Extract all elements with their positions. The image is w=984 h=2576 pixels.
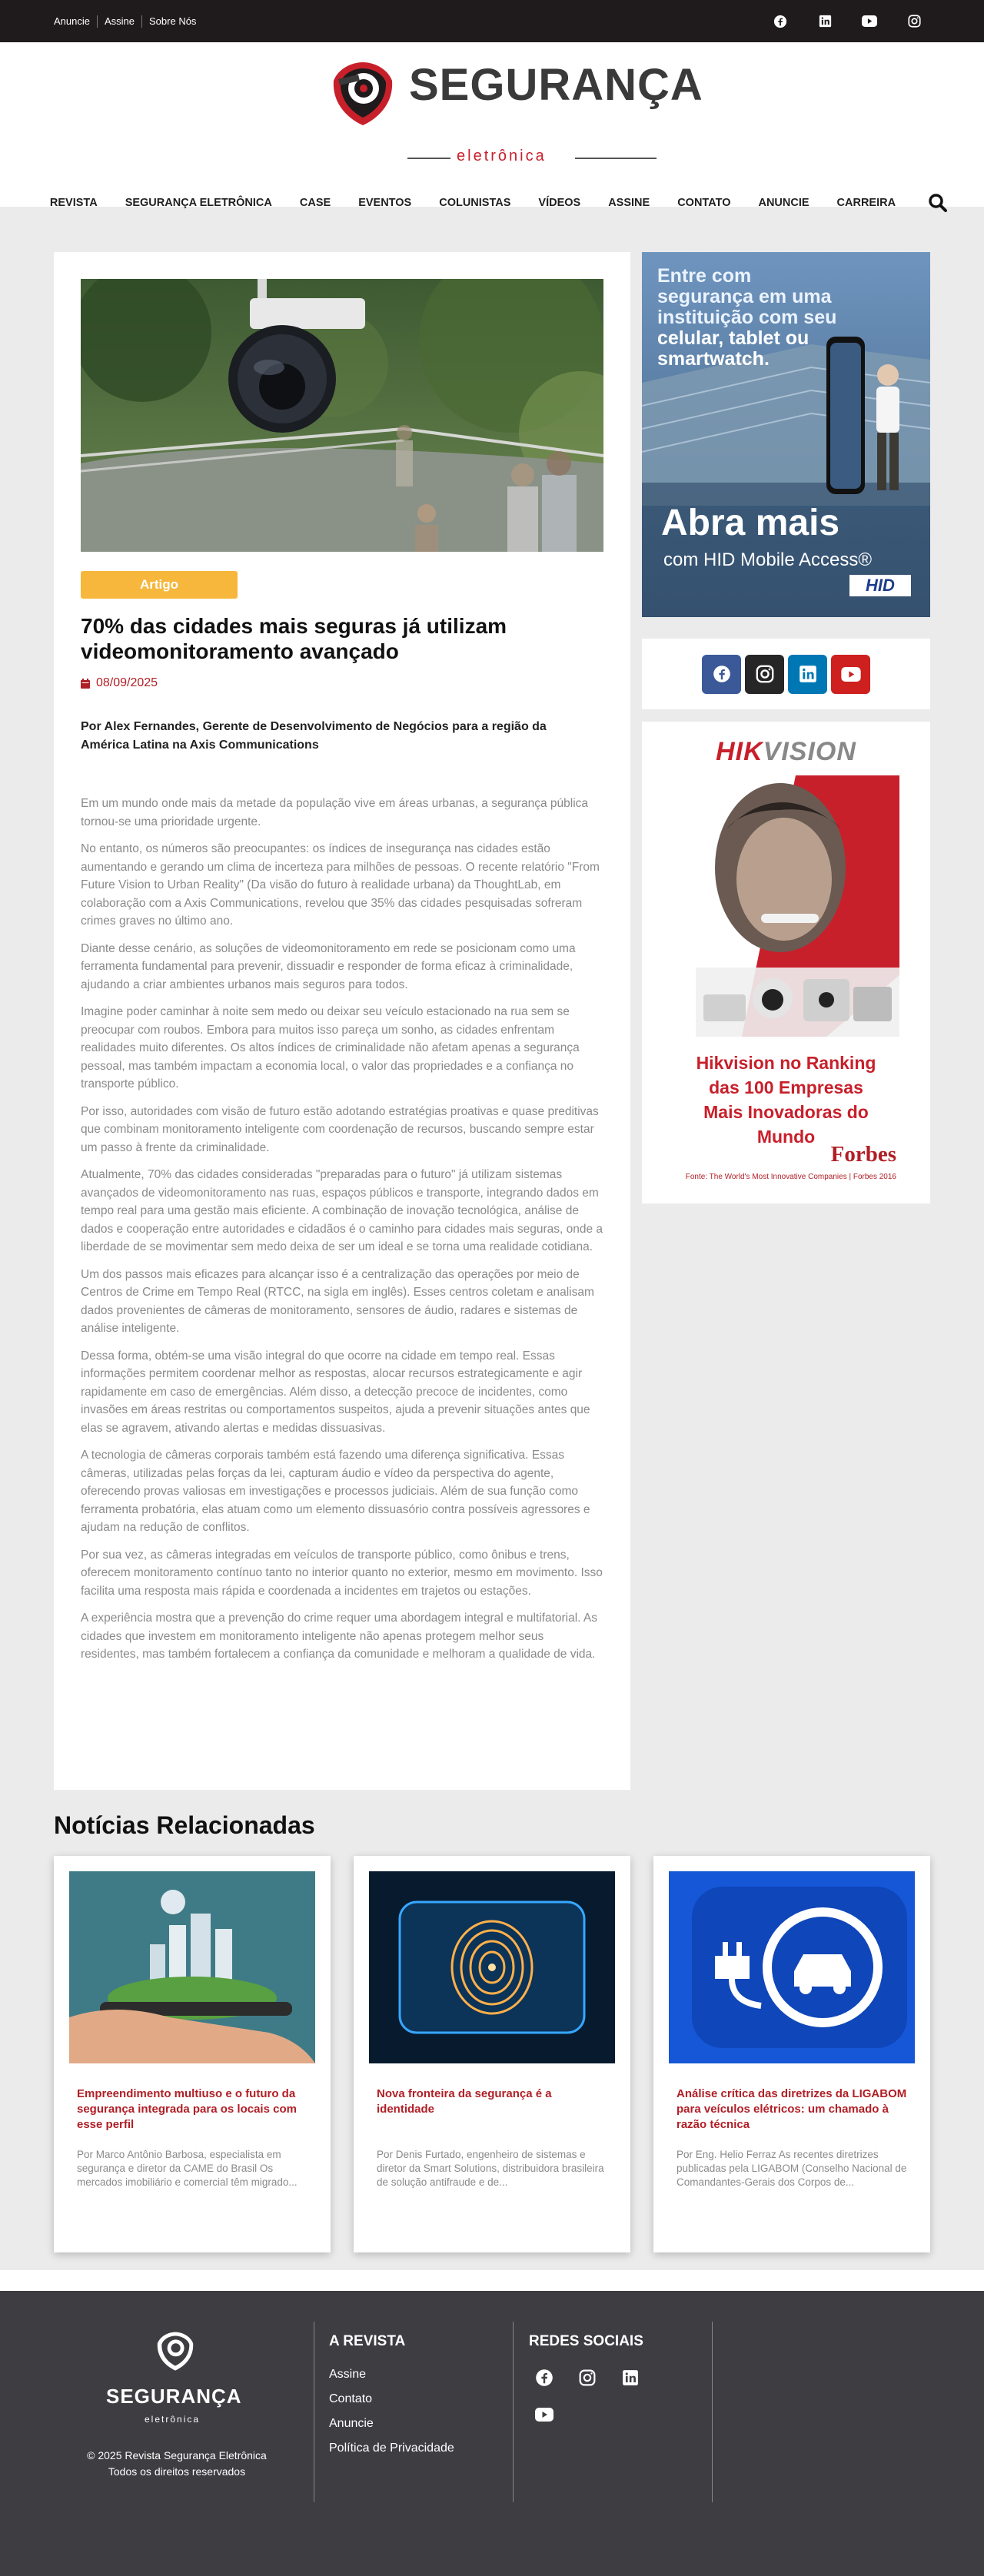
hikvision-ad-banner[interactable] — [642, 722, 930, 1203]
related-card-image — [669, 1871, 915, 2063]
brand-line-right — [575, 158, 657, 159]
nav-contato[interactable]: CONTATO — [677, 197, 731, 209]
hid-ad-headline — [657, 266, 842, 370]
related-card-title[interactable]: Análise crítica das diretrizes da LIGABOM para veículos elétricos: um chamado à razão técnica — [676, 2087, 907, 2131]
footer-logo-shield-icon — [154, 2329, 197, 2372]
nav-eventos[interactable]: EVENTOS — [358, 197, 412, 209]
nav-case[interactable]: CASE — [299, 197, 331, 209]
article-paragraph: Por sua vez, as câmeras integradas em veículos de transporte público, como ônibus e trens, oferecem monitoramento contínuo tanto no interior quanto no exterior, mesmo em movimento. Isso facilita uma resposta mais rápida e coordenada a incidentes em trajetos ou estações. — [81, 1548, 603, 1598]
footer-inner — [0, 2291, 984, 2576]
footer-divider — [513, 2322, 514, 2502]
header — [0, 42, 984, 207]
footer-link-anuncie[interactable]: Anuncie — [329, 2417, 374, 2430]
youtube-icon[interactable] — [534, 2405, 554, 2425]
hikvision-ad-source: Fonte: The World's Most Innovative Companies | Forbes 2016 — [685, 1173, 896, 1181]
hikvision-ad-headline: Hikvision no Ranking das 100 Empresas Mais Inovadoras do Mundo — [696, 1053, 876, 1147]
sidebar-social — [642, 639, 930, 709]
footer-link-privacidade[interactable]: Política de Privacidade — [329, 2442, 454, 2455]
article-hero-image — [81, 279, 603, 552]
hid-ad-big: Abra mais — [661, 503, 840, 543]
hid-ad-line2: celular, tablet ou smartwatch. — [657, 327, 809, 370]
linkedin-icon[interactable] — [816, 13, 833, 30]
footer-divider — [712, 2322, 713, 2502]
nav-colunistas[interactable]: COLUNISTAS — [439, 197, 511, 209]
footer-link-assine[interactable]: Assine — [329, 2368, 367, 2381]
linkedin-icon[interactable] — [620, 2368, 640, 2388]
footer-col1-title: A REVISTA — [329, 2333, 406, 2349]
article-byline: Por Alex Fernandes, Gerente de Desenvolvimento de Negócios para a região da América Latina na Axis Communications — [81, 720, 547, 752]
related-card[interactable] — [354, 1856, 630, 2252]
article-paragraph: Atualmente, 70% das cidades consideradas "preparadas para o futuro" já utilizam sistemas avançados de videomonitoramento nas ruas, espaços públicos e transporte, integrando dados em tempo real para uma gestão mais eficiente. A combinação de inovação tecnológica, análise de dados e cooperação entre autoridades e cidadãos é o caminho para cidades mais seguras, onde a liberdade de se movimentar sem medo deixa de ser um ideal e se torna uma realidade cotidiana. — [81, 1168, 603, 1253]
article-body — [81, 795, 603, 1673]
footer-copyright-line1: © 2025 Revista Segurança Eletrônica — [87, 2449, 267, 2461]
article-date — [81, 676, 158, 690]
nav-carreira[interactable]: CARREIRA — [836, 197, 896, 209]
hid-logo: HID — [849, 575, 911, 596]
related-card[interactable] — [653, 1856, 930, 2252]
article-paragraph: Dessa forma, obtém-se uma visão integral do que ocorre na cidade em tempo real. Essas informações permitem coordenar melhor as respostas, alocar recursos estrategicamente e agir rapidamente em caso de emergências. Além disso, a detecção precoce de incidentes, como invasões em áreas restritas ou comportamentos suspeitos, ajuda a prevenir situações antes que elas se agravem, ativando alertas e medidas dissuasivas. — [81, 1349, 590, 1435]
top-links — [54, 15, 203, 28]
related-card-title[interactable]: Nova fronteira da segurança é a identidade — [377, 2087, 552, 2116]
related-card-image — [369, 1871, 615, 2063]
top-link-sobre[interactable]: Sobre Nós — [141, 15, 203, 28]
brand-sub: eletrônica — [457, 148, 547, 164]
article-paragraph: No entanto, os números são preocupantes: os índices de insegurança nas cidades estão aumentando e gerando um clima de incerteza para milhões de pessoas. O recente relatório "From Future Vision to Urban Reality" (Da visão do futuro à realidade urbana) da ThoughtLab, em colaboração com a Axis Communications, revelou que 35% das cidades pesquisadas sofreram crimes graves no último ano. — [81, 842, 600, 928]
footer-link-contato[interactable]: Contato — [329, 2392, 373, 2405]
nav-revista[interactable]: REVISTA — [49, 197, 98, 209]
facebook-icon[interactable] — [772, 13, 789, 30]
article-paragraph: Em um mundo onde mais da metade da população vive em áreas urbanas, a segurança pública tornou-se uma prioridade urgente. — [81, 797, 589, 828]
hid-ad-line1: Entre com segurança em uma instituição com seu — [657, 265, 837, 328]
related-card-excerpt: Por Denis Furtado, engenheiro de sistemas e diretor da Smart Solutions, distribuidora brasileira de solução antifraude e de... — [377, 2149, 604, 2188]
related-card-image — [69, 1871, 315, 2063]
hid-ad-small: com HID Mobile Access® — [663, 549, 873, 570]
article-paragraph: Por isso, autoridades com visão de futuro estão adotando estratégias proativas e quase preditivas que combinam monitoramento inteligente com coordenação de recursos, buscando sempre estar um passo à frente da criminalidade. — [81, 1104, 599, 1154]
footer — [0, 2270, 984, 2576]
facebook-icon[interactable] — [702, 655, 741, 694]
footer-copyright — [73, 2448, 281, 2480]
article-title: 70% das cidades mais seguras já utilizam videomonitoramento avançado — [81, 614, 507, 663]
related-title: Notícias Relacionadas — [54, 1811, 315, 1839]
main-content — [0, 207, 984, 2270]
article-paragraph: Imagine poder caminhar à noite sem medo ou deixar seu veículo estacionado na rua sem se preocupar com roubos. Embora para muitos isso pareça um sonho, as cidades enfrentam realidades muito diferentes. Os altos índices de criminalidade não afetam apenas a segurança pessoal, mas também impactam a economia local, o valor das propriedades e a confiança no transporte público. — [81, 1005, 580, 1090]
forbes-logo: Forbes — [830, 1142, 896, 1167]
top-bar — [0, 0, 984, 42]
footer-links — [329, 2368, 454, 2466]
footer-brand-name: SEGURANÇA — [106, 2385, 242, 2408]
hikvision-logo — [642, 737, 930, 767]
instagram-icon[interactable] — [906, 13, 922, 30]
category-badge[interactable]: Artigo — [81, 571, 238, 599]
article-paragraph: Diante desse cenário, as soluções de videomonitoramento em rede se posicionam como uma ferramenta fundamental para prevenir, dissuadir e responder de forma eficaz à criminalidade, ajudando a criar ambientes urbanos mais seguros para todos. — [81, 941, 576, 991]
related-card-excerpt: Por Eng. Helio Ferraz As recentes diretrizes publicadas pela LIGABOM (Conselho Nacional de Comandantes-Gerais dos Corpos de... — [676, 2149, 907, 2188]
footer-brand-sub: eletrônica — [145, 2414, 201, 2425]
hikvision-logo-b: VISION — [763, 737, 856, 766]
article-paragraph: A experiência mostra que a prevenção do crime requer uma abordagem integral e multifatorial. As cidades que investem em monitoramento inteligente não apenas protegem melhor seus residentes, mas também fortalecem a confiança da comunidade e melhoram a qualidade de vida. — [81, 1612, 598, 1661]
instagram-icon[interactable] — [577, 2368, 597, 2388]
logo-shield-icon — [327, 58, 398, 128]
related-card-excerpt: Por Marco Antônio Barbosa, especialista em segurança e diretor da CAME do Brasil Os mercados imobiliário e comercial têm migrado... — [77, 2149, 298, 2188]
article-paragraph: A tecnologia de câmeras corporais também está fazendo uma diferença significativa. Essas câmeras, utilizadas pelas forças da lei, capturam áudio e vídeo da perspectiva do agente, oferecendo provas valiosas em investigações e processos judiciais. Além de sua função como ferramenta probatória, elas atuam como um elemento dissuasório contra possíveis agressores e ajudam na redução de conflitos. — [81, 1449, 590, 1534]
youtube-icon[interactable] — [831, 655, 870, 694]
top-link-anuncie[interactable]: Anuncie — [54, 15, 90, 27]
nav-assine[interactable]: ASSINE — [608, 197, 650, 209]
instagram-icon[interactable] — [745, 655, 784, 694]
top-link-assine[interactable]: Assine — [97, 15, 141, 28]
brand-name: SEGURANÇA — [409, 60, 703, 110]
related-card[interactable] — [54, 1856, 331, 2252]
top-social — [772, 13, 930, 30]
brand-line-left — [407, 158, 450, 159]
calendar-icon — [81, 679, 90, 689]
article-card — [54, 252, 630, 1790]
linkedin-icon[interactable] — [788, 655, 827, 694]
youtube-icon[interactable] — [861, 13, 878, 30]
footer-col2-title: REDES SOCIAIS — [529, 2333, 643, 2349]
footer-social — [534, 2368, 680, 2425]
related-card-title[interactable]: Empreendimento multiuso e o futuro da segurança integrada para os locais com esse perfil — [77, 2087, 297, 2131]
footer-copyright-line2: Todos os direitos reservados — [108, 2465, 246, 2478]
nav-videos[interactable]: VÍDEOS — [538, 197, 581, 209]
article-date-text: 08/09/2025 — [96, 676, 158, 689]
article-paragraph: Um dos passos mais eficazes para alcançar isso é a centralização das operações por meio de Centros de Crime em Tempo Real (RTCC, na sigla em inglês). Esses centros coletam e analisam dados provenientes de câmeras de monitoramento, sensores de áudio, radares e sistemas de análise inteligente. — [81, 1267, 594, 1335]
facebook-icon[interactable] — [534, 2368, 554, 2388]
nav-seguranca-eletronica[interactable]: SEGURANÇA ELETRÔNICA — [125, 197, 272, 209]
hikvision-ad-image — [696, 775, 899, 1037]
site-logo[interactable] — [327, 58, 703, 165]
hid-ad-banner[interactable] — [642, 252, 930, 617]
nav-anuncie[interactable]: ANUNCIE — [758, 197, 809, 209]
footer-logo[interactable] — [100, 2329, 254, 2445]
hikvision-logo-a: HIK — [716, 737, 763, 766]
